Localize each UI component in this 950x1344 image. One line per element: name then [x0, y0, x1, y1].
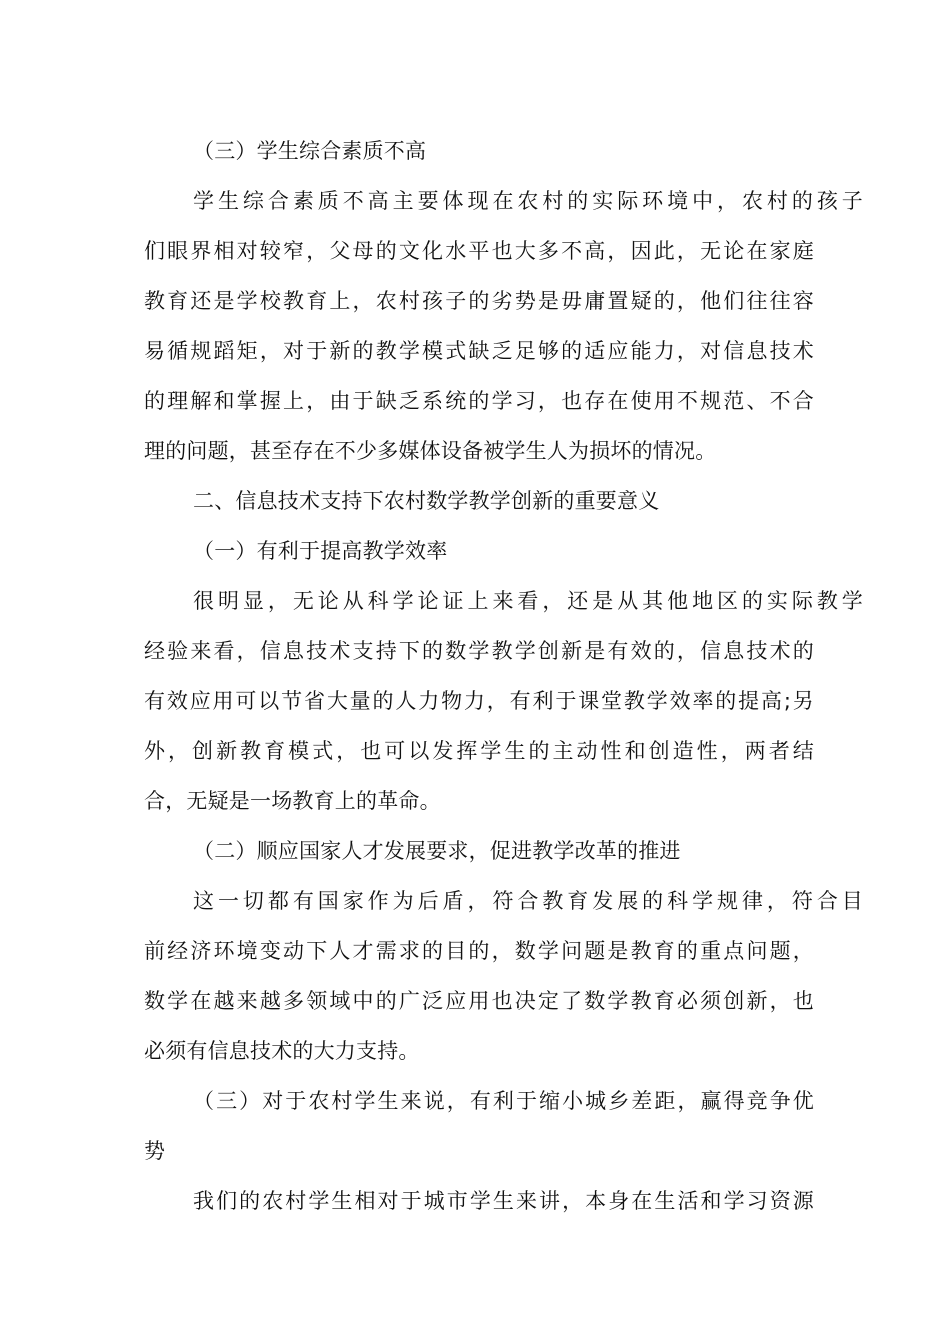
subheading-1-efficiency: （一）有利于提高教学效率 [193, 539, 448, 563]
subheading-3-overall-quality: （三）学生综合素质不高 [193, 139, 427, 163]
paragraph-line: 很明显，无论从科学论证上来看，还是从其他地区的实际教学 [193, 589, 863, 613]
paragraph-line: 必须有信息技术的大力支持。 [144, 1039, 420, 1063]
paragraph-line: 理的问题，甚至存在不少多媒体设备被学生人为损坏的情况。 [144, 439, 717, 463]
paragraph-line: 我们的农村学生相对于城市学生来讲，本身在生活和学习资源 [193, 1189, 814, 1213]
paragraph-line: 经验来看，信息技术支持下的数学教学创新是有效的，信息技术的 [144, 639, 814, 663]
paragraph-line: 的理解和掌握上，由于缺乏系统的学习，也存在使用不规范、不合 [144, 389, 814, 413]
paragraph-line: 外，创新教育模式，也可以发挥学生的主动性和创造性，两者结 [144, 739, 814, 763]
subheading-2-talent-development: （二）顺应国家人才发展要求，促进教学改革的推进 [193, 839, 681, 863]
paragraph-line: 们眼界相对较窄，父母的文化水平也大多不高，因此，无论在家庭 [144, 239, 814, 263]
paragraph-line: 合，无疑是一场教育上的革命。 [144, 789, 441, 813]
paragraph-line: 这一切都有国家作为后盾，符合教育发展的科学规律，符合目 [193, 889, 863, 913]
paragraph-line: 数学在越来越多领域中的广泛应用也决定了数学教育必须创新，也 [144, 989, 814, 1013]
section-heading-2: 二、信息技术支持下农村数学教学创新的重要意义 [193, 489, 660, 513]
paragraph-line: 易循规蹈矩，对于新的教学模式缺乏足够的适应能力，对信息技术 [144, 339, 814, 363]
paragraph-line: 教育还是学校教育上，农村孩子的劣势是毋庸置疑的，他们往往容 [144, 289, 814, 313]
paragraph-line: 学生综合素质不高主要体现在农村的实际环境中，农村的孩子 [193, 189, 863, 213]
paragraph-line: 前经济环境变动下人才需求的目的，数学问题是教育的重点问题， [144, 939, 814, 963]
subheading-3-rural-students: （三）对于农村学生来说，有利于缩小城乡差距，赢得竞争优 [193, 1089, 814, 1113]
subheading-3-continuation: 势 [144, 1139, 166, 1163]
paragraph-line: 有效应用可以节省大量的人力物力，有利于课堂教学效率的提高;另 [144, 689, 814, 713]
